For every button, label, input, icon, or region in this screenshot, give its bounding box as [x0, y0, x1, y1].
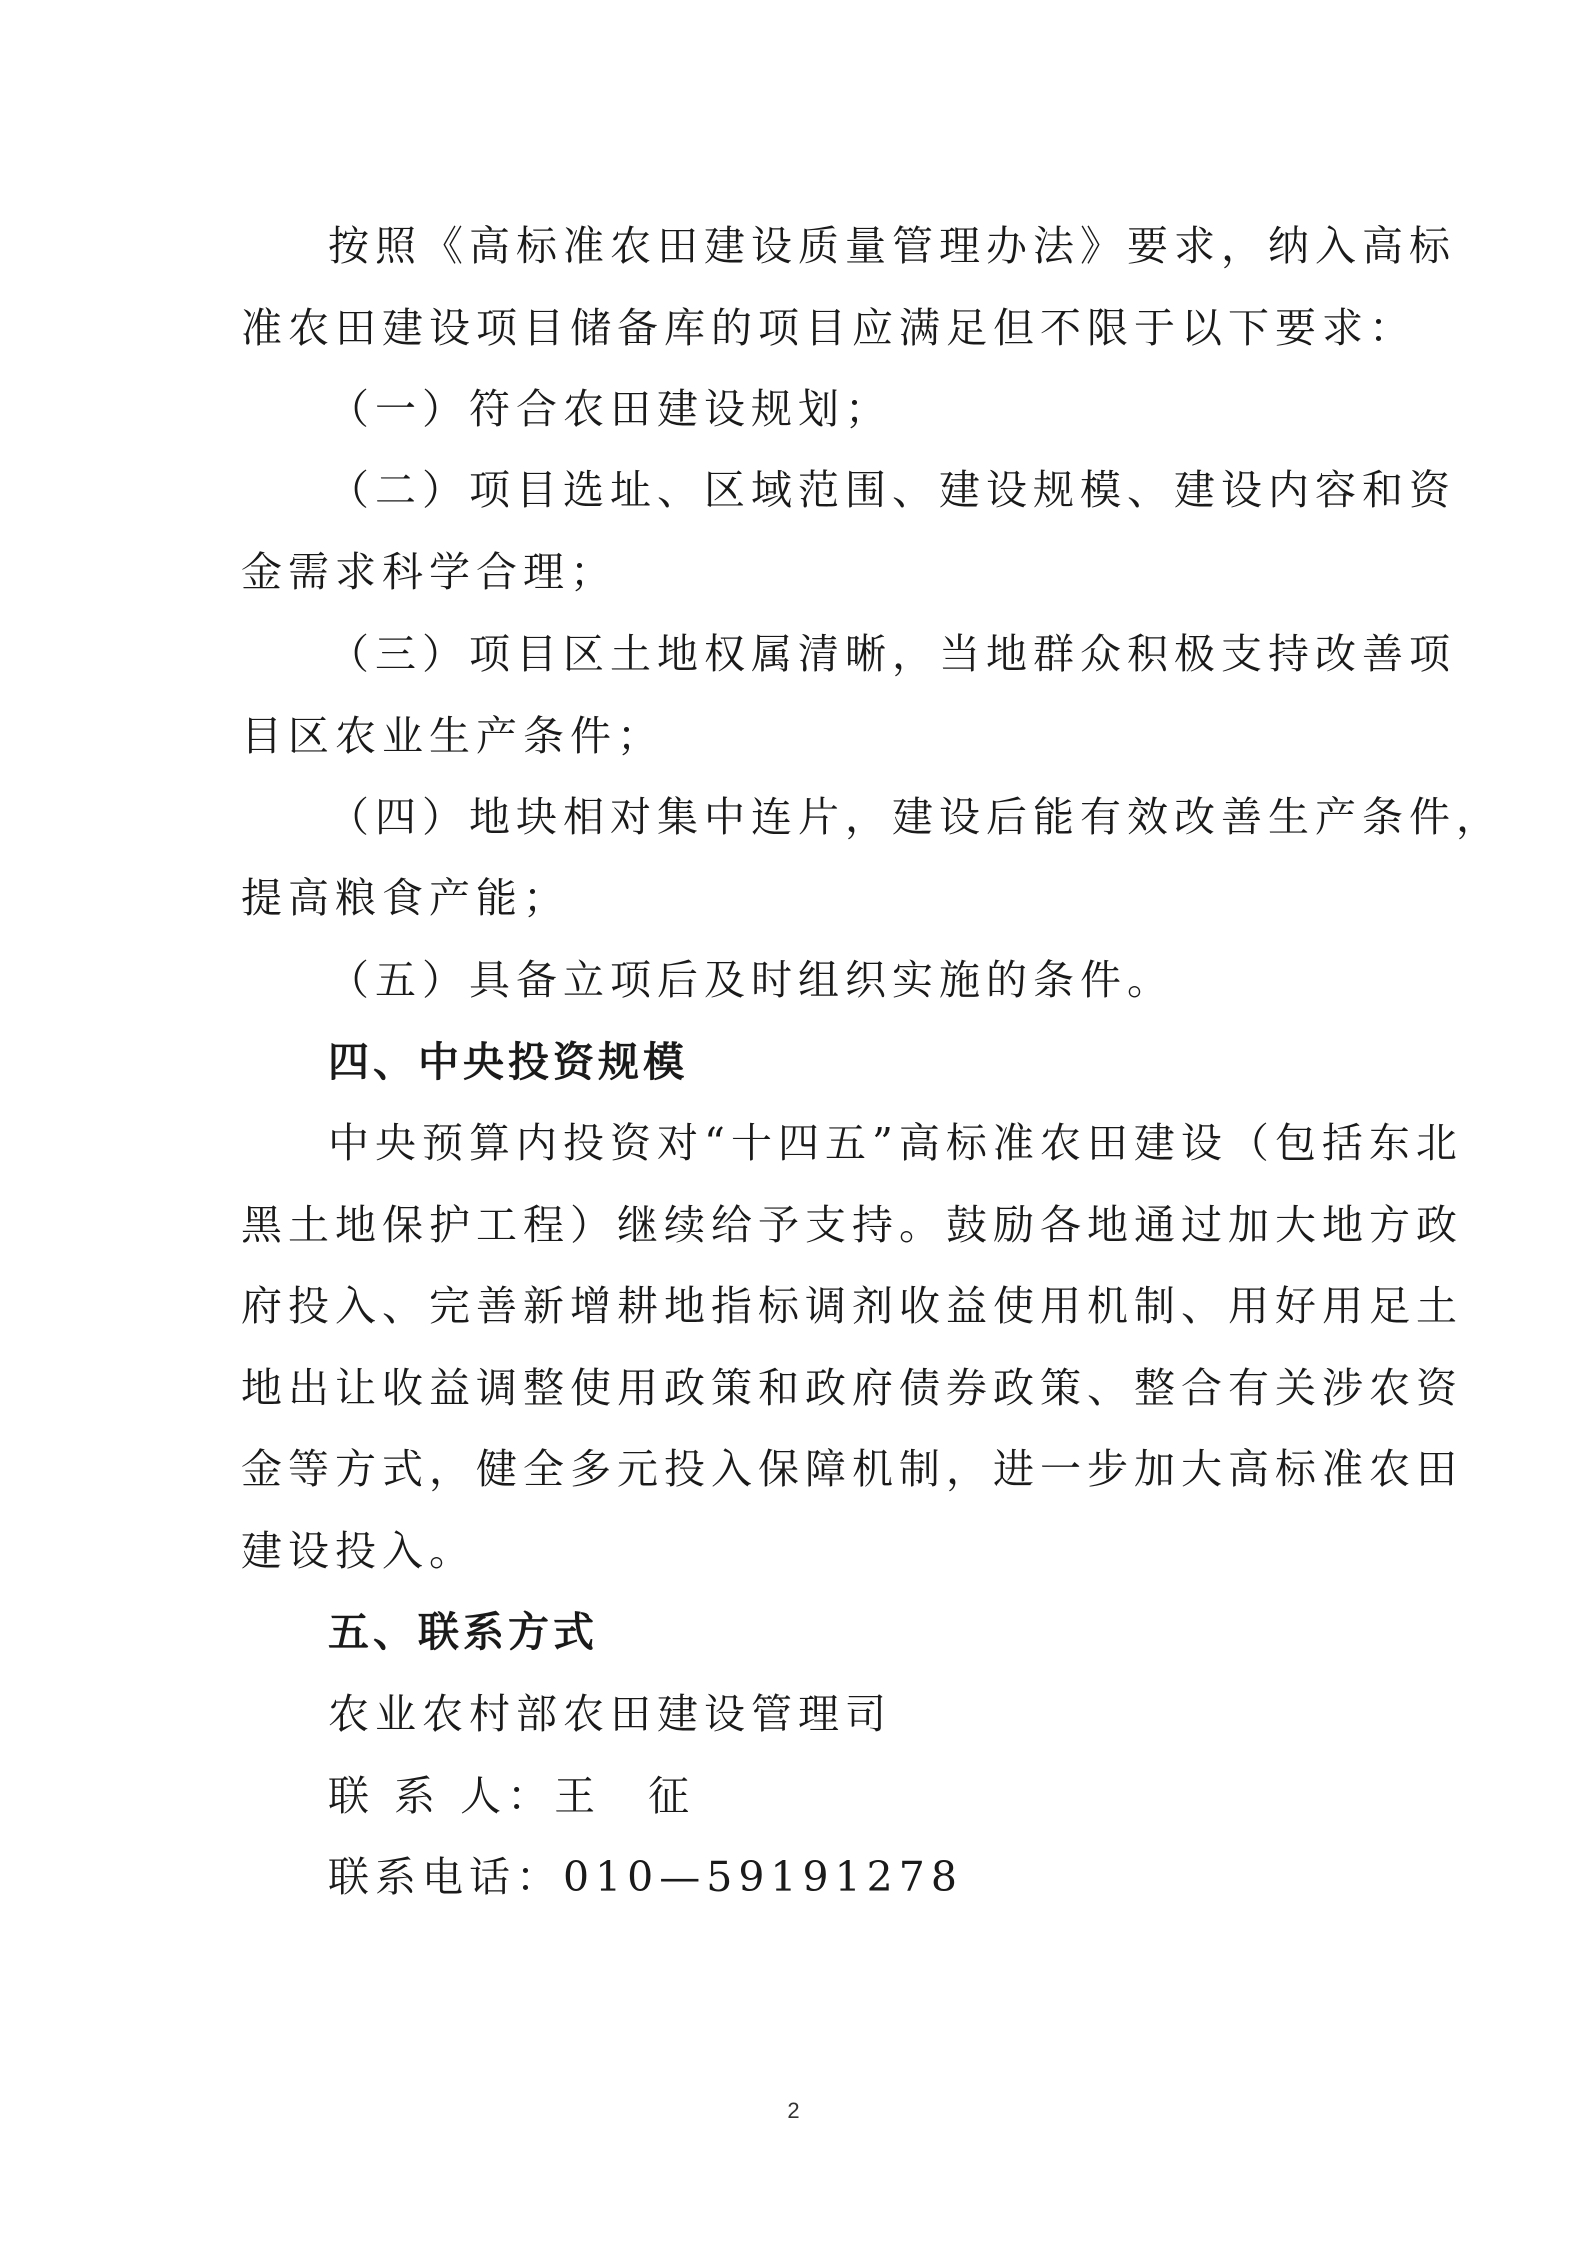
page-number: 2 — [787, 2098, 800, 2123]
paragraph-1-line-1: 按照《高标准农田建设质量管理办法》要求，纳入高标 — [328, 222, 1456, 270]
section-4-line-2: 黑土地保护工程）继续给予支持。鼓励各地通过加大地方政 — [241, 1201, 1463, 1249]
item-1-line-1: （一）符合农田建设规划； — [328, 385, 892, 433]
contact-person: 联 系 人：王 征 — [328, 1772, 696, 1820]
item-3-line-2: 目区农业生产条件； — [241, 712, 664, 760]
contact-department: 农业农村部农田建设管理司 — [328, 1690, 892, 1738]
item-3-line-1: （三）项目区土地权属清晰，当地群众积极支持改善项 — [328, 630, 1456, 678]
section-4-line-6: 建设投入。 — [241, 1527, 476, 1575]
section-4-line-4: 地出让收益调整使用政策和政府债券政策、整合有关涉农资 — [241, 1364, 1463, 1412]
section-4-line-3: 府投入、完善新增耕地指标调剂收益使用机制、用好用足土 — [241, 1282, 1463, 1330]
item-2-line-1: （二）项目选址、区域范围、建设规模、建设内容和资 — [328, 466, 1456, 514]
item-5-line-1: （五）具备立项后及时组织实施的条件。 — [328, 956, 1174, 1004]
item-4-line-2: 提高粮食产能； — [241, 874, 570, 922]
section-4-heading: 四、中央投资规模 — [328, 1038, 688, 1086]
contact-phone: 联系电话：010—59191278 — [328, 1853, 963, 1901]
item-2-line-2: 金需求科学合理； — [241, 548, 617, 596]
section-4-line-5: 金等方式，健全多元投入保障机制，进一步加大高标准农田 — [241, 1445, 1463, 1493]
item-4-line-1: （四）地块相对集中连片，建设后能有效改善生产条件， — [328, 793, 1503, 841]
section-4-line-1: 中央预算内投资对“十四五”高标准农田建设（包括东北 — [328, 1119, 1463, 1167]
section-5-heading: 五、联系方式 — [328, 1608, 598, 1656]
paragraph-1-line-2: 准农田建设项目储备库的项目应满足但不限于以下要求： — [241, 304, 1416, 352]
